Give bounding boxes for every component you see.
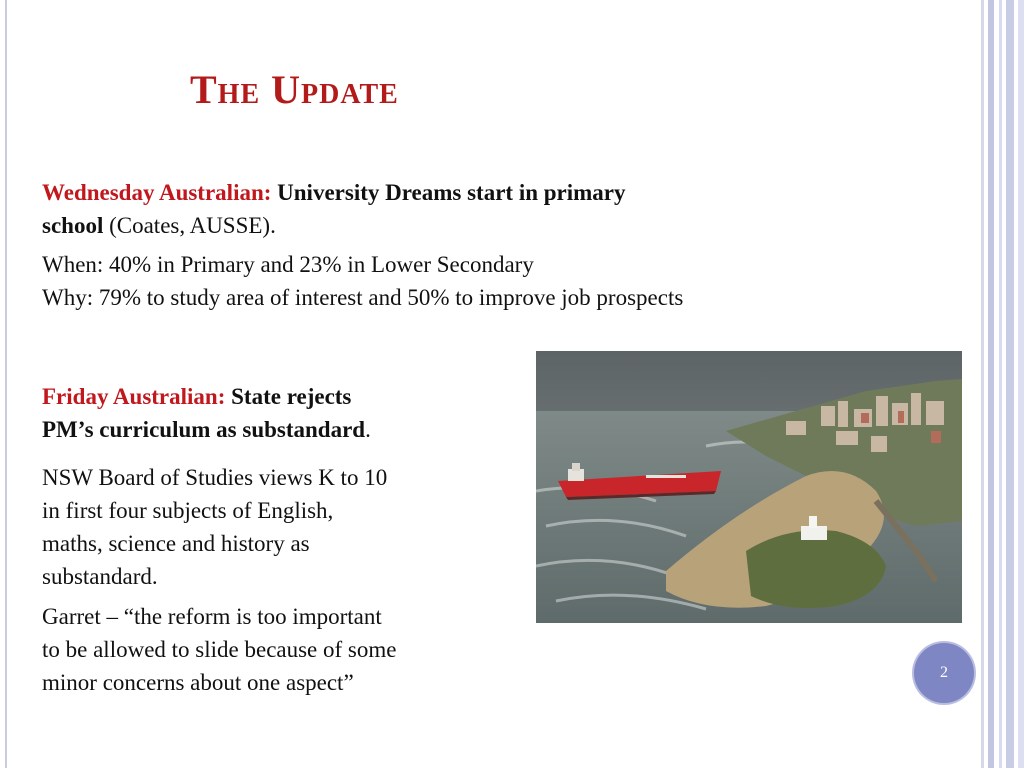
coastal-ship-photo xyxy=(536,351,962,623)
nsw-line-2: in first four subjects of English, xyxy=(42,498,334,523)
findings-why: Why: 79% to study area of interest and 50% to improve job prospects xyxy=(42,285,684,310)
friday-period: . xyxy=(365,417,371,442)
findings-when: When: 40% in Primary and 23% in Lower Secondary xyxy=(42,252,534,277)
quote-item xyxy=(42,600,522,699)
friday-headline-part1: State rejects xyxy=(231,384,352,409)
quote-line-2: to be allowed to slide because of some xyxy=(42,637,397,662)
friday-headline-part2: PM’s curriculum as substandard xyxy=(42,417,366,442)
quote-line-3: minor concerns about one aspect” xyxy=(42,670,354,695)
wednesday-source-label: Wednesday Australian: xyxy=(42,180,272,205)
friday-source-label: Friday Australian: xyxy=(42,384,226,409)
wednesday-item xyxy=(42,176,922,242)
wednesday-headline-part2: school xyxy=(42,213,104,238)
wednesday-headline-part1: University Dreams start in primary xyxy=(277,180,626,205)
friday-item xyxy=(42,380,522,446)
wednesday-citation: (Coates, AUSSE). xyxy=(109,213,276,238)
page-number-badge: 2 xyxy=(914,643,974,703)
nsw-line-4: substandard. xyxy=(42,564,158,589)
slide-title: The Update xyxy=(190,67,399,112)
left-border xyxy=(5,0,7,768)
quote-line-1: Garret – “the reform is too important xyxy=(42,604,382,629)
nsw-item xyxy=(42,461,522,593)
right-decorative-stripes xyxy=(976,0,1024,768)
lighthouse xyxy=(801,526,827,540)
findings-item xyxy=(42,248,922,314)
nsw-line-1: NSW Board of Studies views K to 10 xyxy=(42,465,388,490)
nsw-line-3: maths, science and history as xyxy=(42,531,310,556)
